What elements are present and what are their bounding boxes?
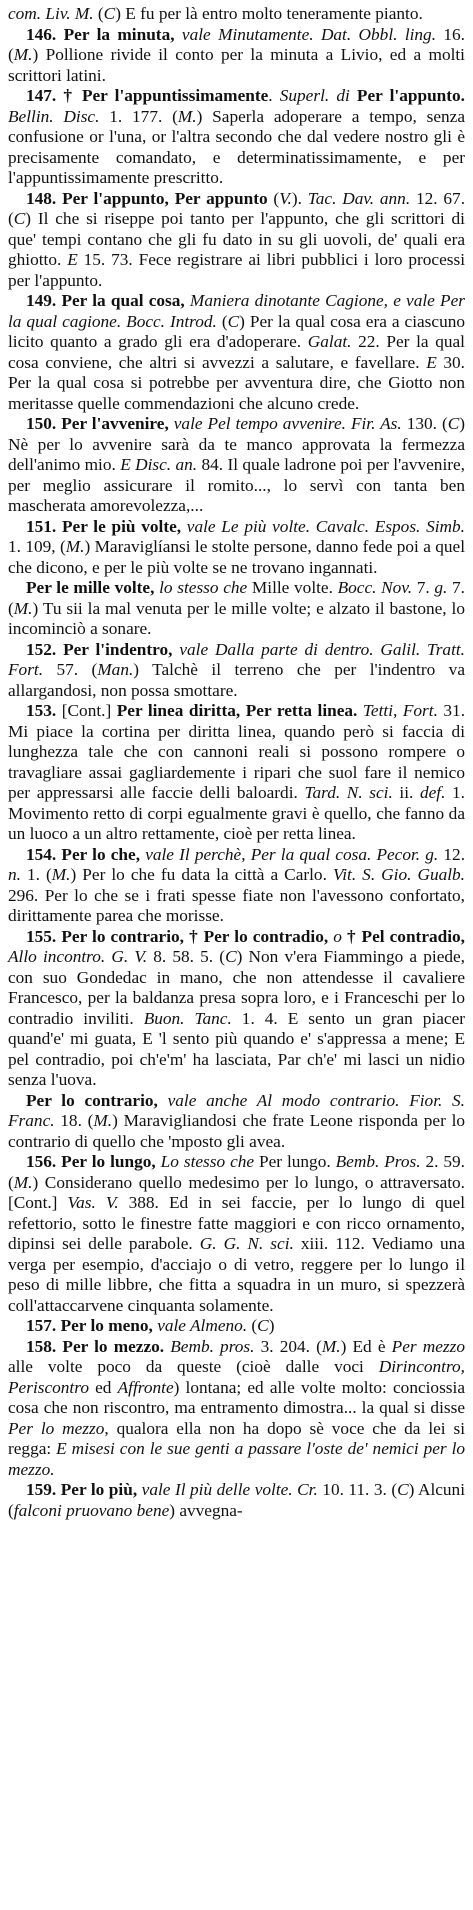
entry-text: ) Maravigliandosi che frate Leone risponda per lo contrario di quello che 'mposto gli avea.: [8, 1111, 466, 1151]
entry-text: 10. 11. 3. (: [317, 1480, 398, 1499]
italic-text: Man.: [97, 660, 134, 679]
entry-text: ) Alcuni (: [8, 1480, 466, 1520]
italic-text: Superl. di: [279, 86, 350, 105]
entry-headword: 148. Per l'appunto, Per appunto: [26, 188, 268, 208]
entry-text: 2. 59. (: [8, 1152, 465, 1192]
entry-headword: 159. Per lo più,: [26, 1480, 142, 1499]
entry-text: ) Talchè il terreno che per l'indentro va allargandosi, non possa smottare.: [8, 660, 465, 700]
sub-entry: [8, 578, 465, 640]
dictionary-entry: [8, 1152, 465, 1316]
entry-text: ) Non v'era Fiammingo a piede, con suo Gondedac in mano, che non attendesse il cavaliere Francesco, per la baldanza presa sopra loro, e i Franceschi per lo contradio inviliti.: [8, 947, 466, 1028]
entry-text: 12. 67. (: [8, 188, 466, 228]
italic-text: vale Dalla parte di dentro. Galil. Tratt. Fort.: [8, 639, 465, 679]
dictionary-entry: [8, 291, 465, 414]
continued-entry: [8, 4, 465, 25]
entry-text: xiii. 112. Vediamo una verga per esempio, d'acciajo o di vetro, reggere per lo lungo il peso di mille libbre, che fitta a squadra in un muro, si spezzerà coll'attaccarvene cinquanta solamente.: [8, 1234, 465, 1315]
italic-text: C: [227, 311, 240, 331]
italic-text: vale Il più delle volte. Cr.: [141, 1480, 318, 1499]
italic-text: C: [13, 209, 26, 228]
italic-text: E: [67, 250, 78, 269]
entry-text: 18. (: [54, 1111, 94, 1130]
italic-text: Per lo mezzo: [8, 1418, 105, 1438]
entry-text: 7. (: [8, 578, 465, 618]
entry-text: 7.: [412, 578, 435, 597]
italic-text: Vit. S. Gio. Gualb.: [332, 865, 465, 884]
entry-text: 388. Ed in sei faccie, per lo lungo di quel refettorio, sotto le finestre fatte maggiori e con ricco ornamento, dipinsi sei delle parabole.: [8, 1193, 465, 1253]
dictionary-entry: [8, 640, 465, 702]
italic-text: Bemb. pros.: [170, 1336, 255, 1356]
entry-text: (: [247, 1316, 258, 1335]
italic-text: M.: [321, 1336, 341, 1356]
entry-headword: Per le mille volte,: [26, 578, 160, 597]
dictionary-entry: [8, 701, 465, 845]
entry-text: ) Per lo che fu data la città a Carlo.: [70, 865, 333, 884]
italic-text: Vas. V.: [67, 1193, 119, 1212]
italic-text: C: [103, 4, 116, 23]
italic-text: M.: [177, 106, 197, 126]
dictionary-entry: [8, 189, 465, 292]
entry-text: ) lontana; ed alle volte molto: conciossia cosa che non riscontro, ma entramento dimostra... la qual si disse: [8, 1377, 465, 1417]
entry-text: 8. 58. 5. (: [147, 947, 226, 966]
italic-text: E Disc. an.: [120, 455, 198, 474]
entry-text: ) Il che si riseppe poi tanto per l'appunto, che gli scrittori di que' tempi contano che gli fu dato in su gli uovoli, de' quali era ghiotto.: [8, 209, 465, 269]
italic-text: vale Le più volte. Cavalc. Espos. Simb.: [186, 516, 465, 536]
entry-text: 296. Per lo che se i frati spesse fiate non l'avessono confortato, dirittamente parea che morisse.: [8, 885, 465, 925]
entry-text: ) Maraviglíansi le stolte persone, danno fede poi a quel che dicono, e per le più volte se ne trovano ingannati.: [8, 537, 465, 577]
dictionary-entry: [8, 517, 465, 579]
entry-headword: 153.: [26, 701, 62, 720]
entry-text: ).: [291, 188, 308, 208]
entry-headword: 147. † Per l'appuntissimamente: [26, 86, 269, 105]
sub-entry: [8, 1091, 465, 1153]
italic-text: G. G. N. sci.: [199, 1234, 294, 1253]
italic-text: V.: [279, 188, 292, 208]
entry-text: .: [268, 86, 280, 105]
italic-text: M.: [51, 865, 71, 884]
entry-text: 1. Movimento retto di corpi egualmente gravi è quello, che fanno da un luoco a un altro rettamente, cioè per retta linea.: [8, 783, 465, 843]
entry-headword: 149. Per la qual cosa,: [26, 291, 190, 310]
italic-text: Per mezzo: [391, 1336, 465, 1356]
entry-text: 1. 4. E sento un gran piacer quand'e' mi guata, E 'l sento più quando e' s'appressa a mene; E pel contradio, poi ch'e'm' ha lasciata, Par ch'e' mi lasci un nidio senza l'uova.: [8, 1008, 465, 1089]
italic-text: Bocc. Nov.: [337, 578, 413, 597]
italic-text: C: [257, 1316, 269, 1335]
italic-text: Tard. N. sci.: [304, 783, 393, 802]
italic-text: C: [447, 414, 460, 433]
italic-text: vale Pel tempo avvenire. Fir. As.: [173, 414, 402, 433]
italic-text: Bemb. Pros.: [335, 1152, 421, 1171]
entry-text: ) Per la qual cosa era a ciascuno licito quanto a grado gli era d'adoperare.: [8, 311, 465, 351]
entry-text: , qualora ella non ha dopo sè voce che da lei si regga:: [8, 1418, 465, 1458]
entry-text: ) Pollione rivide il conto per la minuta a Livio, ed a molti scrittori latini.: [8, 45, 465, 85]
italic-text: vale Minutamente. Dat. Obbl. ling.: [181, 24, 437, 44]
entry-text: 22. Per la qual cosa conviene, che altri si avvezzi a salutare, e favellare.: [8, 332, 465, 372]
entry-headword: 157. Per lo meno,: [26, 1316, 158, 1335]
entry-text: 16. (: [8, 24, 466, 64]
dictionary-entry: [8, 414, 465, 517]
entry-text: [Cont.]: [61, 701, 117, 720]
italic-text: o: [333, 926, 342, 946]
italic-text: Galat.: [307, 332, 352, 351]
italic-text: Allo incontro. G. V.: [8, 947, 148, 966]
entry-text: 12.: [438, 844, 466, 864]
entry-headword: † Pel contradio,: [341, 926, 465, 946]
entry-text: (: [267, 188, 280, 208]
dictionary-entry: [8, 845, 465, 927]
dictionary-entry: [8, 25, 465, 87]
dictionary-entry: [8, 86, 465, 189]
entry-text: ) Saperla adoperare a tempo, senza confusione or l'una, or l'altra secondo che dal vedere nostro gli è precisamente comandato, e determinatissimamente, e per l'appuntissimamente prescritto.: [8, 106, 465, 187]
italic-text: g.: [434, 578, 448, 597]
italic-text: E: [426, 352, 437, 372]
entry-text: 130. (: [401, 414, 448, 433]
entry-text: ) Considerano quello medesimo per lo lungo, o attraversato. [Cont.]: [8, 1172, 465, 1212]
entry-text: ) Ed è: [340, 1336, 392, 1356]
dictionary-entry: [8, 1480, 465, 1521]
italic-text: Maniera dinotante Cagione, e vale Per la qual cagione. Bocc. Introd.: [8, 291, 465, 331]
entry-text: Mille volte.: [247, 578, 338, 597]
entry-headword: Per l'appunto.: [349, 86, 466, 105]
entry-headword: Per linea diritta, Per retta linea.: [116, 701, 358, 720]
italic-text: n.: [8, 865, 21, 884]
entry-headword: Per lo contrario,: [26, 1090, 168, 1110]
dictionary-entry: [8, 1337, 465, 1481]
entry-text: 3. 204. (: [254, 1336, 322, 1356]
italic-text: C: [397, 1480, 409, 1499]
entry-text: ) Nè per lo avvenire sarà da te manco approvata la fermezza dell'animo mio.: [8, 414, 465, 474]
italic-text: vale anche Al modo contrario. Fior. S. Franc.: [8, 1090, 465, 1130]
italic-text: M.: [13, 45, 33, 64]
entry-text: ): [268, 1316, 275, 1335]
italic-text: Tac. Dav. ann.: [307, 188, 411, 208]
entry-headword: 155. Per lo contrario, † Per lo contradio,: [26, 926, 334, 946]
entry-headword: 158. Per lo mezzo.: [26, 1336, 165, 1356]
italic-text: Affronte: [117, 1377, 174, 1397]
entry-text: Per lungo.: [254, 1152, 336, 1171]
entry-headword: 151. Per le più volte,: [26, 516, 187, 536]
italic-text: def.: [419, 783, 446, 802]
italic-text: com. Liv. M.: [8, 4, 94, 23]
entry-headword: 152. Per l'indentro,: [26, 639, 180, 659]
italic-text: Buon. Tanc.: [143, 1008, 232, 1028]
italic-text: Bellin. Disc.: [8, 106, 100, 126]
entry-text: ii.: [392, 783, 420, 802]
entry-headword: 156. Per lo lungo,: [26, 1152, 161, 1171]
italic-text: E misesi con le sue genti a passare l'oste de' nemici per lo mezzo.: [8, 1439, 466, 1479]
entry-text: ) E fu per là entro molto teneramente pianto.: [115, 4, 423, 23]
italic-text: M.: [93, 1111, 113, 1130]
entry-text: 15. 73. Fece registrare ai libri pubblici i loro processi per l'appunto.: [8, 250, 465, 290]
entry-text: ) avvegna-: [169, 1500, 243, 1520]
dictionary-entry: [8, 1316, 465, 1337]
italic-text: M.: [13, 1172, 33, 1192]
italic-text: Lo stesso che: [160, 1152, 255, 1171]
italic-text: M.: [13, 598, 33, 618]
entry-text: (: [93, 4, 104, 23]
entry-headword: 146. Per la minuta,: [26, 24, 182, 44]
italic-text: falconi pruovano bene: [13, 1500, 170, 1520]
dictionary-entry: [8, 927, 465, 1091]
entry-text: 1. 177. (: [99, 106, 178, 126]
entry-text: 30. Per la qual cosa si potrebbe per avventura dire, che Giotto non meritasse quelle commendazioni che alcuno crede.: [8, 352, 466, 413]
entry-headword: 150. Per l'avvenire,: [26, 414, 174, 433]
entry-text: (: [216, 311, 228, 331]
entry-text: 1. 109, (: [8, 537, 66, 556]
entry-text: 31. Mi piace la cortina per diritta linea, quando però si faccia di lunghezza tale che con cannoni reali si possono rompere o travagliare assai gagliardemente i ripari che suol fare il nemico per appressarsi alle faccie delli baloardi.: [8, 701, 466, 802]
entry-text: ) Tu sii la mal venuta per le mille volte; e alzato il bastone, lo incominciò a sonare.: [8, 598, 465, 638]
entry-text: 57. (: [43, 660, 98, 679]
italic-text: Dirincontro, Periscontro: [8, 1357, 465, 1397]
italic-text: vale Almeno.: [157, 1316, 248, 1335]
entry-text: alle volte poco da queste (cioè dalle voci: [8, 1357, 379, 1376]
entry-text: 84. Il quale ladrone poi per l'avvenire, per meglio assicurare il romito..., lo servì con tanta ben mascherata amorevolezza,...: [8, 455, 465, 515]
entry-text: 1. (: [20, 865, 52, 884]
italic-text: lo stesso che: [159, 578, 248, 597]
italic-text: C: [225, 947, 237, 966]
italic-text: vale Il perchè, Per la qual cosa. Pecor. g.: [145, 844, 439, 864]
entry-headword: 154. Per lo che,: [26, 844, 146, 864]
entry-text: ed: [88, 1377, 118, 1397]
italic-text: Tetti, Fort.: [362, 701, 438, 720]
italic-text: M.: [65, 537, 85, 556]
